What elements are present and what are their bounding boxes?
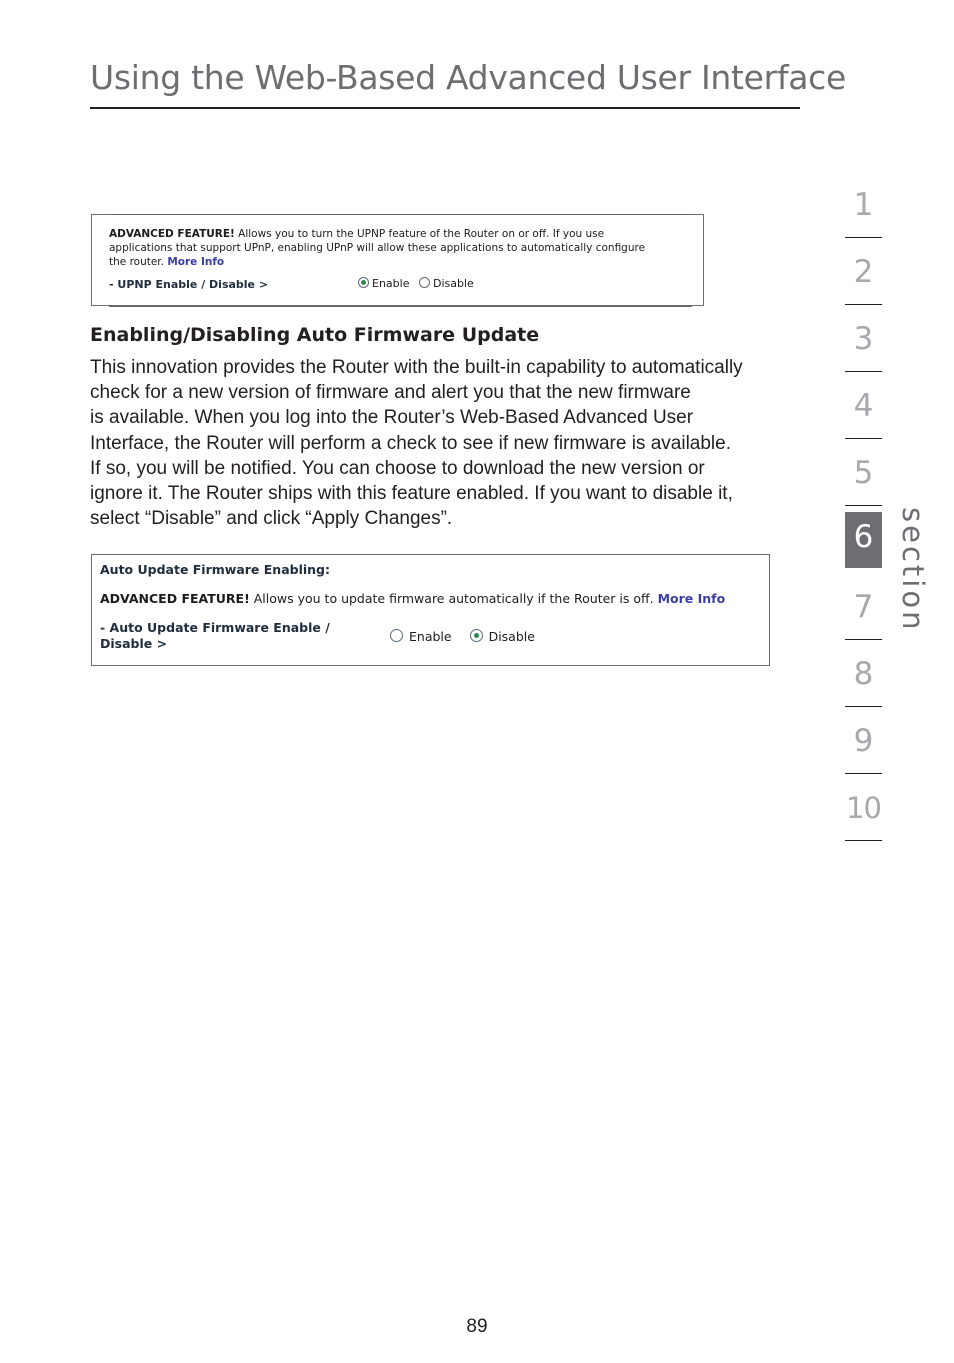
body-line-6: ignore it. The Router ships with this feature enabled. If you want to disable it, (90, 483, 733, 505)
section-index-item-7[interactable]: 7 (845, 582, 882, 640)
upnp-settings-screenshot (91, 214, 704, 306)
firmware-radio-group (390, 629, 549, 644)
section-index-item-8[interactable]: 8 (845, 649, 882, 707)
body-line-2: check for a new version of firmware and alert you that the new firmware (90, 382, 691, 404)
section-heading: Enabling/Disabling Auto Firmware Update (90, 324, 540, 346)
firmware-enable-option[interactable] (390, 629, 452, 644)
upnp-enable-radio[interactable] (358, 277, 369, 288)
upnp-option-label: - UPNP Enable / Disable > (109, 278, 269, 291)
body-line-1: This innovation provides the Router with the built-in capability to automatically (90, 357, 743, 378)
firmware-feature-label: ADVANCED FEATURE! (100, 591, 250, 606)
firmware-description-text: Allows you to update firmware automatically if the Router is off. (249, 591, 658, 606)
title-divider (90, 107, 800, 109)
firmware-settings-screenshot (91, 554, 770, 666)
firmware-enable-radio[interactable] (390, 629, 403, 642)
firmware-disable-option[interactable] (470, 629, 535, 644)
upnp-description-line-2: applications that support UPnP, enabling UPnP will allow these applications to automatically configure (109, 242, 646, 254)
section-label: section (896, 507, 930, 633)
firmware-header: Auto Update Firmware Enabling: (100, 562, 330, 577)
page-number: 89 (466, 1316, 488, 1337)
upnp-description-line-3: the router. (109, 256, 168, 268)
upnp-enable-label: Enable (372, 277, 410, 290)
section-index-item-5[interactable]: 5 (845, 448, 882, 506)
upnp-disable-option[interactable] (419, 277, 474, 290)
upnp-disable-radio[interactable] (419, 277, 430, 288)
upnp-disable-label: Disable (432, 277, 474, 290)
firmware-disable-radio[interactable] (470, 629, 483, 642)
body-line-5: If so, you will be notified. You can choose to download the new version or (90, 457, 705, 479)
upnp-feature-label: ADVANCED FEATURE! (109, 228, 235, 240)
page-title: Using the Web-Based Advanced User Interface (90, 58, 847, 97)
upnp-description (109, 227, 699, 269)
firmware-more-info-link[interactable]: More Info (657, 591, 726, 606)
section-index-item-2[interactable]: 2 (845, 247, 882, 305)
section-index-item-1[interactable]: 1 (845, 180, 882, 238)
firmware-option-label-line-1: - Auto Update Firmware Enable / (100, 620, 330, 635)
upnp-top-rule (109, 214, 692, 215)
upnp-bottom-rule (109, 306, 692, 307)
upnp-description-line-1: Allows you to turn the UPNP feature of the Router on or off. If you use (234, 228, 605, 240)
section-index-item-4[interactable]: 4 (845, 381, 882, 439)
body-line-4: Interface, the Router will perform a check to see if new firmware is available. (90, 432, 731, 454)
body-line-7: select “Disable” and click “Apply Changes”. (90, 508, 453, 530)
section-index-item-10[interactable]: 10 (845, 783, 882, 841)
firmware-option-label (100, 620, 360, 652)
section-index-item-9[interactable]: 9 (845, 716, 882, 774)
upnp-enable-option[interactable] (358, 277, 409, 290)
firmware-option-label-line-2: Disable > (100, 636, 168, 651)
upnp-more-info-link[interactable]: More Info (167, 256, 225, 268)
firmware-enable-label: Enable (409, 629, 452, 644)
body-line-3: is available. When you log into the Router’s Web-Based Advanced User (90, 407, 694, 429)
section-index-item-3[interactable]: 3 (845, 314, 882, 372)
upnp-radio-group (358, 277, 480, 290)
firmware-description (100, 591, 725, 606)
section-index-item-6[interactable]: 6 (845, 512, 882, 568)
firmware-disable-label: Disable (488, 629, 535, 644)
section-body (90, 355, 806, 531)
